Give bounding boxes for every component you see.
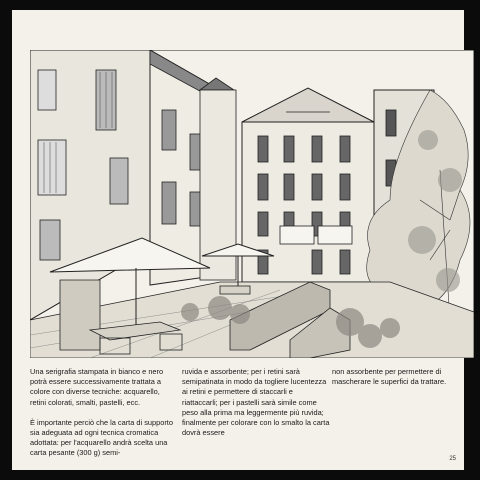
page-number: 25 <box>449 456 456 462</box>
caption-paragraph: non assorbente per permettere di mascherare le superfici da trattare. <box>332 367 447 387</box>
caption-column-3 <box>332 367 452 387</box>
caption-column-1 <box>30 367 176 459</box>
architectural-drawing <box>30 50 474 358</box>
caption-paragraph: Una serigrafia stampata in bianco e nero potrà essere successivamente trattata a colore con diverse tecniche: acquarello, retini colorati, smalti, pastelli, ecc. <box>30 367 164 407</box>
caption-column-2 <box>182 367 330 438</box>
caption-paragraph: ruvida e assorbente; per i retini sarà semipatinata in modo da togliere lucentezza ai retini e permettere di staccarli e riattaccarli; per i pastelli sarà simile come peso alla prima ma leggermente più ruvida; finalmente per colorare con lo smalto la carta dovrà essere <box>182 367 330 438</box>
book-page <box>12 10 464 470</box>
caption-paragraph: È importante perciò che la carta di supporto sia adeguata ad ogni tecnica cromatica adottata: per l'acquarello andrà scelta una carta pesante (300 g) semi- <box>30 417 173 458</box>
courtyard-illustration <box>30 50 474 358</box>
